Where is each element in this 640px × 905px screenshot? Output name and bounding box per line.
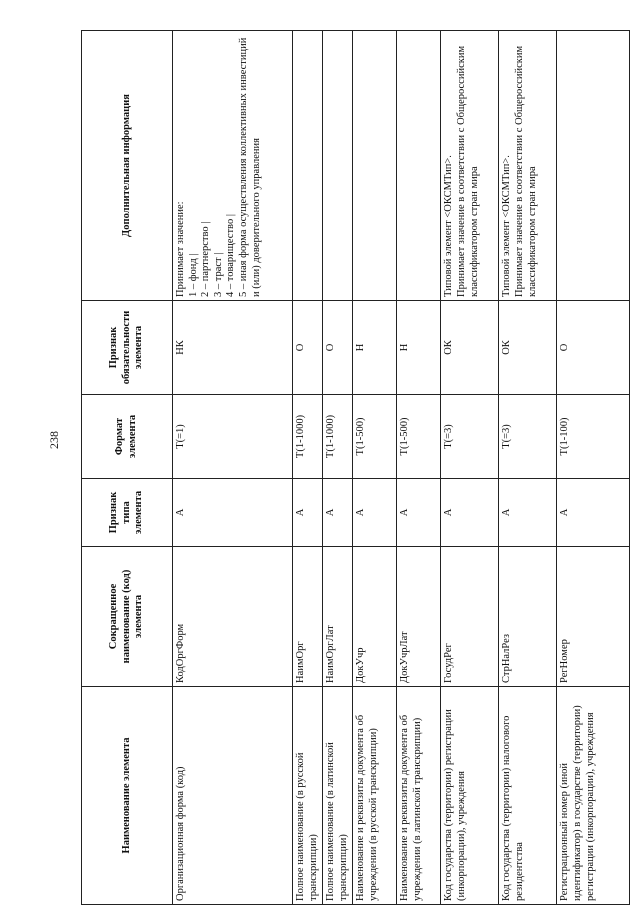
table-row <box>173 31 293 905</box>
cell-name: Код государства (территории) регистрации (инкорпорации), учреждения <box>441 687 499 905</box>
cell-code: ДокУчрЛат <box>397 547 441 687</box>
cell-format: Т(1-100) <box>557 395 630 479</box>
cell-type: А <box>441 479 499 547</box>
elements-table <box>81 30 630 905</box>
header-required: Признак обязательности элемента <box>82 301 173 395</box>
cell-name: Полное наименование (в русской транскрипции) <box>293 687 323 905</box>
cell-code: СтрНалРез <box>499 547 557 687</box>
cell-format: Т(=1) <box>173 395 293 479</box>
cell-format: Т(=3) <box>441 395 499 479</box>
cell-name: Организационная форма (код) <box>173 687 293 905</box>
cell-info <box>353 31 397 301</box>
cell-code: ДокУчр <box>353 547 397 687</box>
cell-format: Т(1-500) <box>353 395 397 479</box>
cell-required: ОК <box>499 301 557 395</box>
cell-type: А <box>397 479 441 547</box>
cell-info: Типовой элемент <ОКСМТип>. Принимает значение в соответствии с Общероссийским классификатором стран мира <box>441 31 499 301</box>
cell-type: А <box>323 479 353 547</box>
cell-type: А <box>353 479 397 547</box>
cell-required: Н <box>397 301 441 395</box>
table-row <box>293 31 323 905</box>
page-number: 238 <box>47 431 61 449</box>
table-row <box>499 31 557 905</box>
table-row <box>557 31 630 905</box>
cell-required: НК <box>173 301 293 395</box>
cell-code: ГосудРег <box>441 547 499 687</box>
cell-type: А <box>499 479 557 547</box>
header-info: Дополнительная информация <box>82 31 173 301</box>
cell-info <box>397 31 441 301</box>
cell-name: Полное наименование (в латинской транскрипции) <box>323 687 353 905</box>
header-type: Признак типа элемента <box>82 479 173 547</box>
table-row <box>397 31 441 905</box>
table-row <box>353 31 397 905</box>
cell-info: Типовой элемент <ОКСМТип>. Принимает значение в соответствии с Общероссийским классификатором стран мира <box>499 31 557 301</box>
cell-name: Код государства (территории) налогового резидентства <box>499 687 557 905</box>
cell-code: КодОргФорм <box>173 547 293 687</box>
cell-required: О <box>323 301 353 395</box>
cell-type: А <box>557 479 630 547</box>
cell-info <box>323 31 353 301</box>
cell-name: Регистрационный номер (иной идентификатор) в государстве (территории) регистрации (инкорпорации), учреждения <box>557 687 630 905</box>
cell-required: О <box>293 301 323 395</box>
cell-info <box>293 31 323 301</box>
cell-format: Т(1-1000) <box>293 395 323 479</box>
table-row <box>323 31 353 905</box>
cell-type: А <box>173 479 293 547</box>
rotated-table-container <box>81 31 622 905</box>
cell-format: Т(1-500) <box>397 395 441 479</box>
table-row <box>441 31 499 905</box>
cell-format: Т(1-1000) <box>323 395 353 479</box>
table-header-row <box>82 31 173 905</box>
header-name: Наименование элемента <box>82 687 173 905</box>
cell-format: Т(=3) <box>499 395 557 479</box>
cell-info <box>557 31 630 301</box>
cell-name: Наименование и реквизиты документа об учреждении (в латинской транскрипции) <box>397 687 441 905</box>
cell-code: НаимОрг <box>293 547 323 687</box>
cell-name: Наименование и реквизиты документа об учреждении (в русской транскрипции) <box>353 687 397 905</box>
cell-info: Принимает значение: 1 – фонд | 2 – партнерство | 3 – траст | 4 – товарищество | 5 – иная форма осуществления коллективных инвестиций и (или) доверительного управления <box>173 31 293 301</box>
cell-type: А <box>293 479 323 547</box>
cell-code: НаимОргЛат <box>323 547 353 687</box>
cell-required: ОК <box>441 301 499 395</box>
header-format: Формат элемента <box>82 395 173 479</box>
cell-required: О <box>557 301 630 395</box>
cell-required: Н <box>353 301 397 395</box>
header-code: Сокращенное наименование (код) элемента <box>82 547 173 687</box>
cell-code: РегНомер <box>557 547 630 687</box>
